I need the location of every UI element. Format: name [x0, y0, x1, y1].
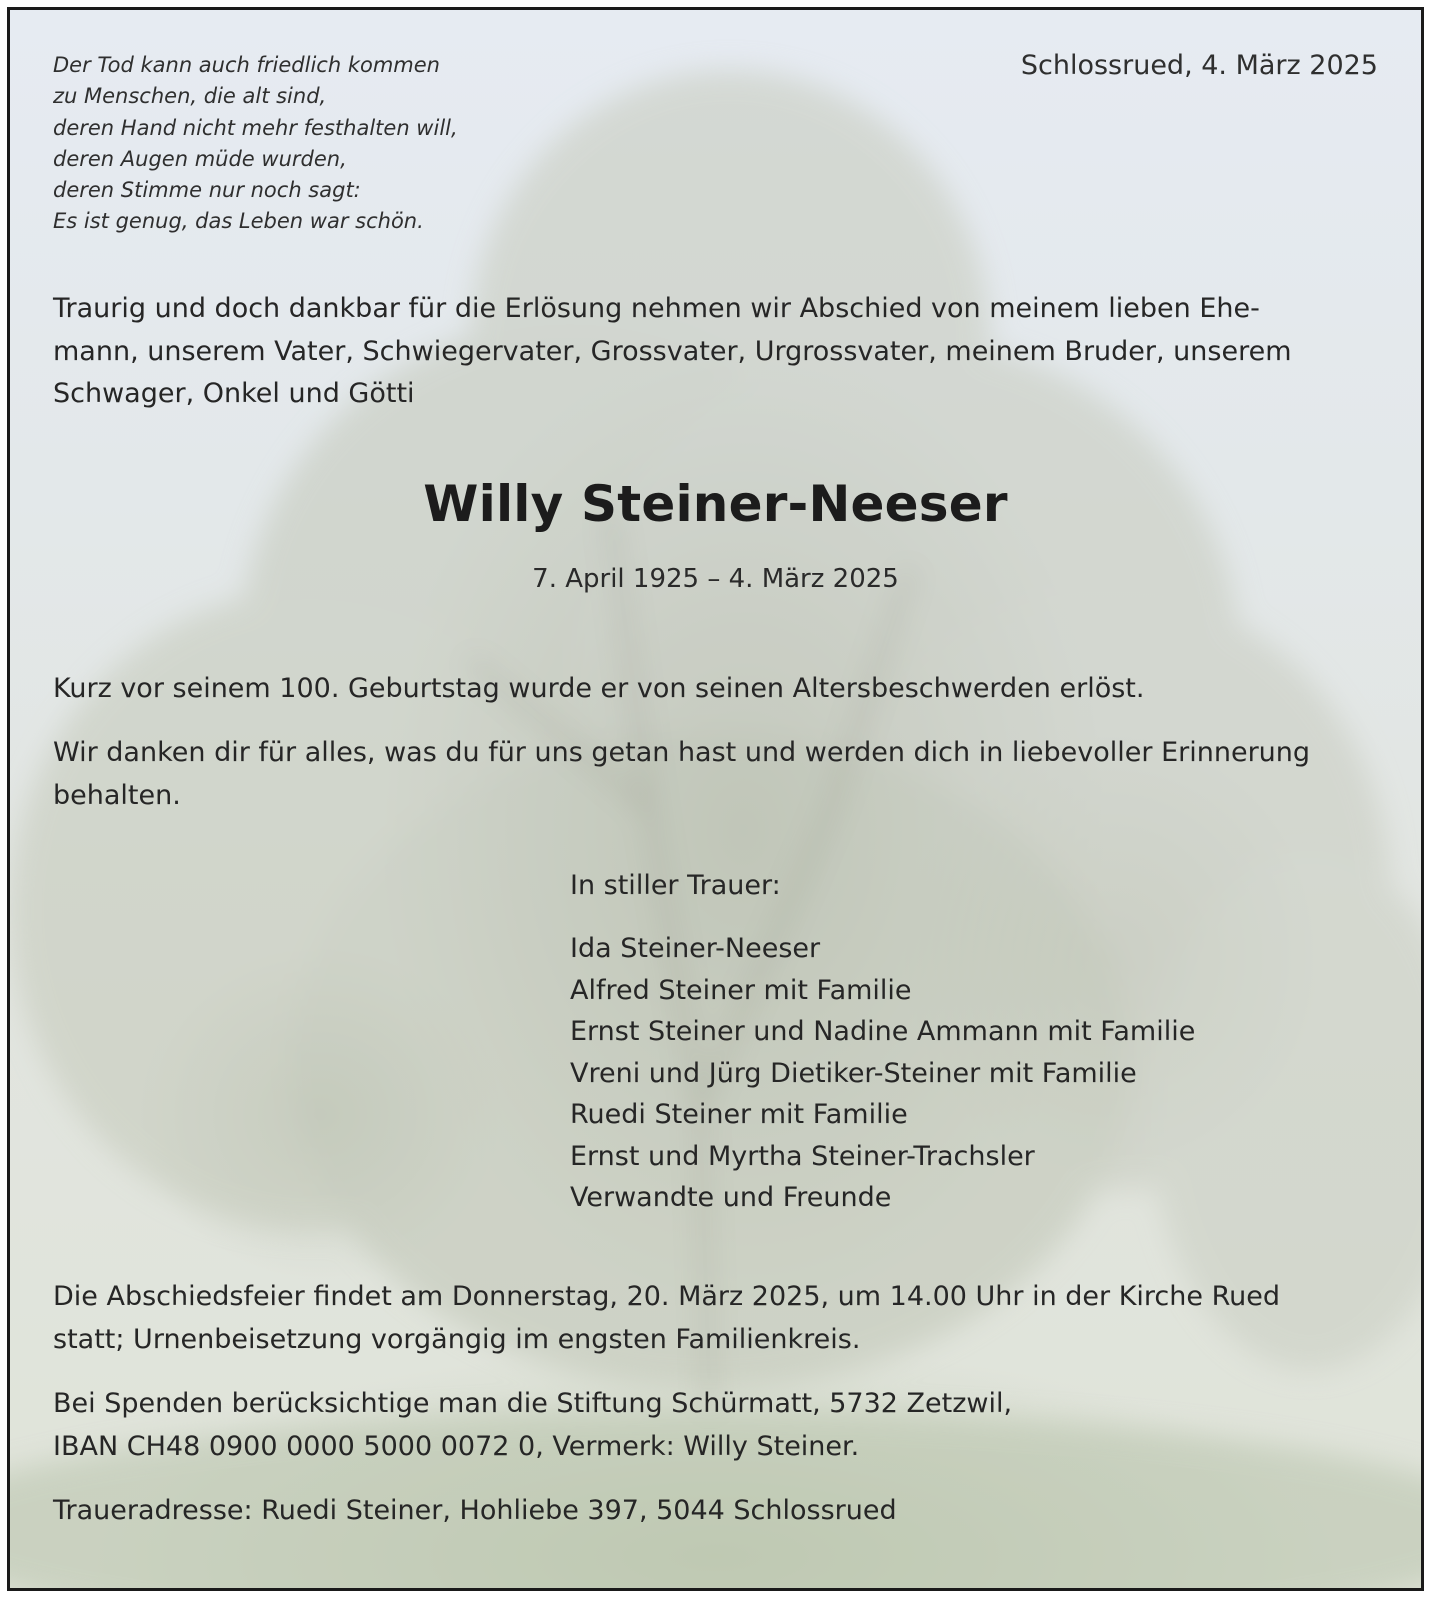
- intro-line: mann, unserem Vater, Schwiegervater, Grossvater, Urgrossvater, meinem Bruder, unserem: [53, 335, 1292, 367]
- poem-line: deren Augen müde wurden,: [53, 146, 347, 171]
- deceased-name: Willy Steiner-Neeser: [423, 475, 1008, 533]
- donations-line: IBAN CH48 0900 0000 5000 0072 0, Vermerk: Willy Steiner.: [53, 1430, 860, 1462]
- mourning-heading: In stiller Trauer:: [570, 870, 781, 901]
- poem-line: zu Menschen, die alt sind,: [53, 84, 327, 109]
- mourner-name: Ernst Steiner und Nadine Ammann mit Familie: [570, 1016, 1196, 1047]
- mourning-address: Traueradresse: Ruedi Steiner, Hohliebe 397, 5044 Schlossrued: [53, 1495, 897, 1526]
- thanks-paragraph: [53, 732, 1393, 817]
- poem: [53, 50, 573, 238]
- intro-paragraph: [53, 288, 1373, 416]
- poem-line: deren Stimme nur noch sagt:: [53, 178, 361, 203]
- mourners-list: [570, 928, 1390, 1219]
- ceremony-line: Die Abschiedsfeier findet am Donnerstag, 20. März 2025, um 14.00 Uhr in der Kirche Rued: [53, 1281, 1280, 1312]
- poem-line: deren Hand nicht mehr festhalten will,: [53, 115, 458, 140]
- thanks-line: behalten.: [53, 779, 181, 811]
- lifespan-dates: 7. April 1925 – 4. März 2025: [532, 564, 899, 594]
- mourner-name: Ida Steiner-Neeser: [570, 933, 821, 964]
- poem-line: Der Tod kann auch friedlich kommen: [53, 53, 440, 77]
- mourner-name: Verwandte und Freunde: [570, 1182, 892, 1213]
- mourner-name: Ruedi Steiner mit Familie: [570, 1099, 908, 1130]
- obituary-notice: [7, 7, 1424, 1591]
- intro-line: Schwager, Onkel und Götti: [53, 378, 415, 409]
- relief-paragraph: Kurz vor seinem 100. Geburtstag wurde er von seinen Altersbeschwerden erlöst.: [53, 673, 1145, 704]
- mourner-name: Ernst und Myrtha Steiner-Trachsler: [570, 1140, 1035, 1172]
- donations-line: Bei Spenden berücksichtige man die Stiftung Schürmatt, 5732 Zetzwil,: [53, 1388, 1013, 1419]
- place-and-date: Schlossrued, 4. März 2025: [1020, 50, 1378, 81]
- donations-paragraph: [53, 1383, 1393, 1468]
- intro-line: Traurig und doch dankbar für die Erlösung nehmen wir Abschied von meinem lieben Ehe-: [53, 293, 1260, 324]
- mourner-name: Alfred Steiner mit Familie: [570, 974, 912, 1006]
- ceremony-line: statt; Urnenbeisetzung vorgängig im engsten Familienkreis.: [53, 1323, 861, 1355]
- thanks-line: Wir danken dir für alles, was du für uns getan hast und werden dich in liebevoller Erinnerung: [53, 737, 1311, 768]
- poem-line: Es ist genug, das Leben war schön.: [53, 209, 424, 234]
- mourner-name: Vreni und Jürg Dietiker-Steiner mit Familie: [570, 1057, 1137, 1089]
- ceremony-paragraph: [53, 1276, 1393, 1361]
